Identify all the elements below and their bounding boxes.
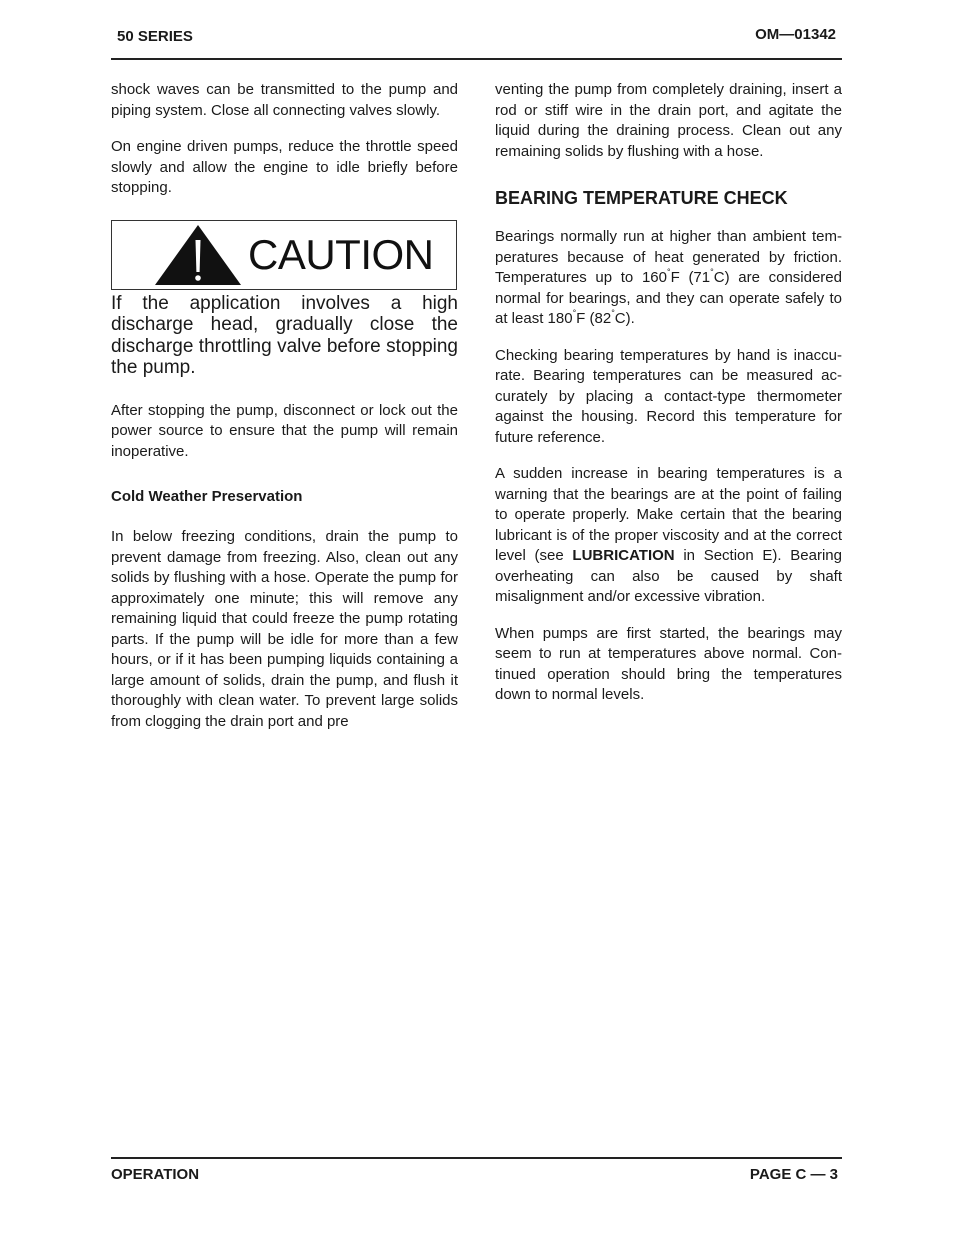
text-run: C) are considered normal for bearings, and they can operate safely to at least 180 (495, 269, 842, 327)
caution-message: If the application involves a high discharge head, gradually close the discharge throttling valve before stopping the pump. (111, 292, 458, 378)
text-run: in Section E). Bearing overheating can also be caused by shaft misalignment and/or excessive vibration. (495, 547, 842, 605)
header-series: 50 SERIES (117, 28, 193, 45)
degree-symbol: ° (666, 267, 671, 277)
caution-banner (111, 220, 457, 290)
text-run: C). (614, 310, 635, 327)
header-rule (111, 58, 842, 60)
paragraph-engine-throttle: On engine driven pumps, reduce the throttle speed slowly and allow the engine to idle briefly before stopping. (111, 138, 458, 196)
footer-section: OPERATION (111, 1166, 200, 1183)
header-doc-number: OM—01342 (755, 26, 836, 43)
right-column (495, 80, 842, 722)
paragraph-lock-out: After stopping the pump, disconnect or lock out the power source to ensure that the pump will remain inoperative. (111, 401, 458, 460)
text-run: A sudden increase in bearing temperatures is a warning that the bearings are at the point of failing to operate properly. Make certain that the bearing lubricant is of the proper viscosity and at the correct level (see (495, 465, 842, 564)
left-column (111, 80, 458, 748)
text-run: Bearings normally run at higher than ambient temperatures because of heat generated by friction. Temperatures up to 160 (495, 228, 842, 286)
degree-symbol: ° (611, 308, 615, 318)
section-heading-bearing-temperature: BEARING TEMPERATURE CHECK (495, 188, 788, 208)
paragraph-sudden-increase (495, 464, 842, 608)
caution-label: CAUTION (248, 230, 434, 278)
paragraph-cold-weather: In below freezing conditions, drain the pump to prevent damage from freezing. Also, clean out any solids by flushing with a hose. Operate the pump for approximately one minute; this will remove any remaining liquid that could freeze the pump rotating parts. If the pump will be idle for more than a few hours, or if it has been pumping liquids containing a large amount of solids, drain the pump, and flush it thoroughly with clean water. To prevent large solids from clogging the drain port and pre (111, 528, 458, 730)
paragraph-thermometer: Checking bearing temperatures by hand is inaccurate. Bearing temperatures can be measured accurately by placing a contact-type thermometer against the housing. Record this temperature for future reference. (495, 346, 842, 446)
paragraph-valves: shock waves can be transmitted to the pump and piping system. Close all connecting valves slowly. (111, 81, 458, 119)
footer-page-number: PAGE C — 3 (749, 1166, 838, 1183)
paragraph-drain-continued: venting the pump from completely draining, insert a rod or stiff wire in the drain port, and agitate the liquid during the draining process. Clean out any remaining solids by flushing with a hose. (495, 81, 842, 160)
warning-triangle-exclamation-icon (154, 224, 242, 286)
lubrication-reference: LUBRICATION (572, 547, 675, 564)
subheading-cold-weather: Cold Weather Preservation (111, 488, 303, 505)
paragraph-first-started: When pumps are first started, the bearings may seem to run at temperatures above normal. Continued operation should bring the temperatures down to normal levels. (495, 624, 842, 703)
text-run: F (82 (576, 310, 612, 327)
paragraph-bearing-normal (495, 227, 842, 330)
degree-symbol: ° (710, 267, 714, 277)
footer-rule (111, 1157, 842, 1159)
degree-symbol: ° (572, 308, 577, 318)
text-run: F (71 (670, 269, 711, 286)
